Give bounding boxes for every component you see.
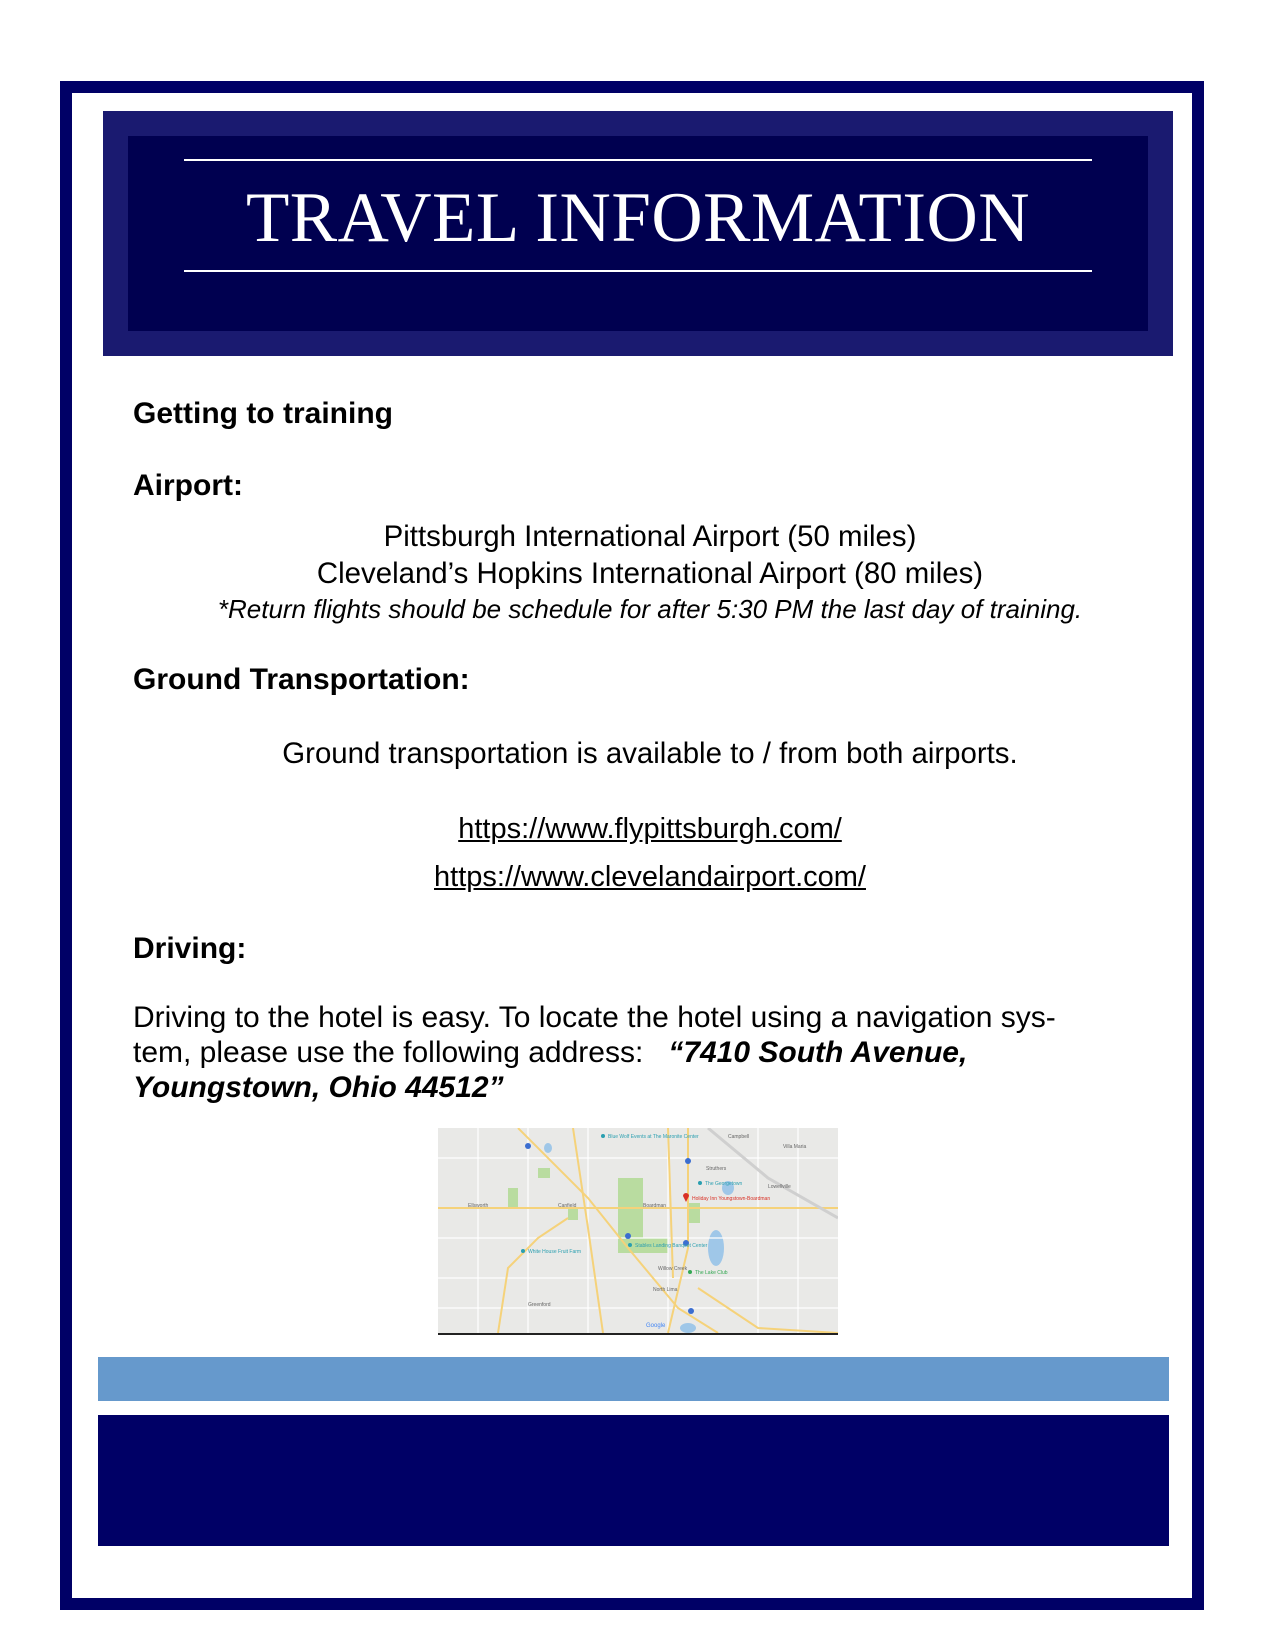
hotel-address-line1: “7410 South Avenue,: [668, 1036, 968, 1069]
map-label: North Lima: [653, 1287, 678, 1293]
map-label: Canfield: [558, 1203, 577, 1209]
clevelandairport-link[interactable]: https://www.clevelandairport.com/: [434, 861, 866, 893]
map-label: Campbell: [728, 1134, 750, 1140]
getting-to-training-heading: Getting to training: [133, 397, 393, 430]
flypittsburgh-link[interactable]: https://www.flypittsburgh.com/: [458, 813, 842, 845]
footer-band: [98, 1415, 1169, 1546]
hotel-address-line2: Youngstown, Ohio 44512”: [133, 1071, 504, 1104]
return-flight-note: *Return flights should be schedule for after 5:30 PM the last day of training.: [217, 594, 1083, 624]
ground-transportation-heading: Ground Transportation:: [133, 663, 470, 696]
airport-cleveland: Cleveland’s Hopkins International Airport (80 miles): [316, 557, 984, 590]
hotel-location-map[interactable]: [438, 1128, 838, 1335]
map-hotel-label: Holiday Inn Youngstown-Boardman: [692, 1196, 771, 1202]
map-label: Villa Maria: [783, 1144, 807, 1150]
header-bottom-rule: [184, 270, 1092, 272]
map-poi-label: The Lake Club: [695, 1270, 728, 1276]
map-attribution: Google: [646, 1323, 666, 1329]
map-label: Boardman: [643, 1203, 667, 1209]
map-label: Lowellville: [768, 1184, 791, 1190]
driving-text-line2: tem, please use the following address:: [133, 1036, 669, 1069]
driving-text-line1: Driving to the hotel is easy. To locate the hotel using a navigation sys-: [133, 1001, 1056, 1034]
driving-heading: Driving:: [133, 932, 247, 965]
map-label: Greenford: [528, 1302, 551, 1308]
driving-paragraph: [133, 1000, 1178, 1105]
page-title: TRAVEL INFORMATION: [245, 179, 1031, 257]
map-label: Struthers: [706, 1166, 727, 1172]
map-graphic: [438, 1128, 838, 1333]
map-label: Ellsworth: [468, 1203, 489, 1209]
map-poi-label: The Georgetown: [705, 1181, 743, 1187]
map-poi-label: Blue Wolf Events at The Maronite Center: [608, 1134, 699, 1140]
footer-accent-band: [98, 1357, 1169, 1401]
airport-heading: Airport:: [133, 469, 243, 502]
map-poi-label: White House Fruit Farm: [528, 1249, 582, 1255]
ground-transportation-text: Ground transportation is available to / from both airports.: [282, 737, 1018, 770]
header-top-rule: [184, 159, 1092, 161]
map-poi-label: Stables Landing Banquet Center: [635, 1243, 708, 1249]
map-label: Willow Creek: [658, 1266, 688, 1272]
airport-pittsburgh: Pittsburgh International Airport (50 miles): [383, 520, 917, 553]
